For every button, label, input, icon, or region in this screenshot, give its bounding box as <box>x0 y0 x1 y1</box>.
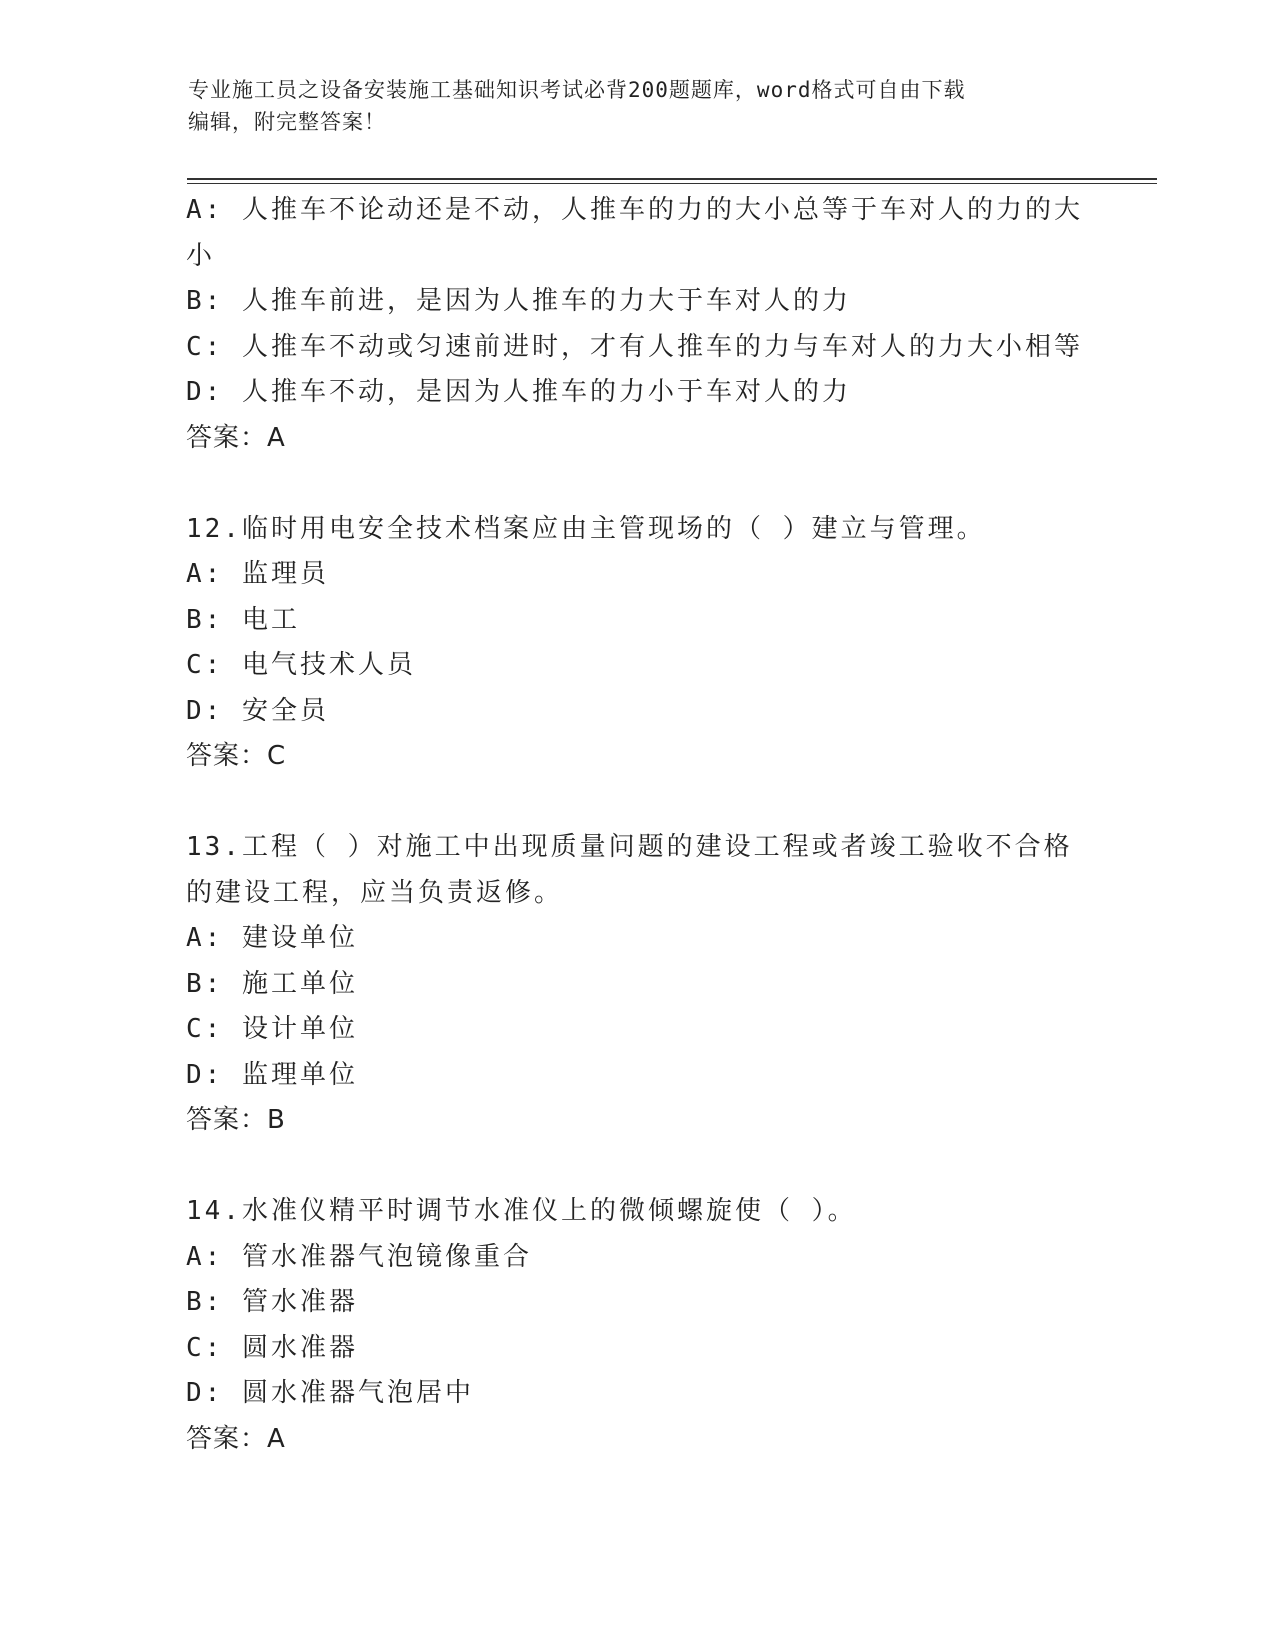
q13-option-c: C: 设计单位 <box>186 1014 358 1044</box>
header-rule-thick <box>187 178 1157 180</box>
question-13-block <box>186 825 1086 1144</box>
q12-question: 12.临时用电安全技术档案应由主管现场的（ ）建立与管理。 <box>186 513 986 544</box>
q14-option-a: A: 管水准器气泡镜像重合 <box>186 1241 532 1272</box>
q14-option-d: D: 圆水准器气泡居中 <box>186 1378 474 1408</box>
question-12-block <box>186 507 1086 780</box>
question-14-block <box>186 1189 1086 1462</box>
q11-option-a-line1: A: 人推车不论动还是不动，人推车的力的大小总等于车对人的力的大 <box>186 195 1083 225</box>
q13-question-line2: 的建设工程，应当负责返修。 <box>186 877 564 908</box>
q13-option-b: B: 施工单位 <box>186 968 358 999</box>
header-title-line2: 编辑，附完整答案！ <box>188 110 386 134</box>
q13-option-a: A: 建设单位 <box>186 923 358 953</box>
q13-question-line1: 13.工程（ ）对施工中出现质量问题的建设工程或者竣工验收不合格 <box>186 832 1073 862</box>
q12-option-b: B: 电工 <box>186 604 300 635</box>
q14-option-c: C: 圆水准器 <box>186 1332 358 1363</box>
header-title-line1: 专业施工员之设备安装施工基础知识考试必背200题题库，word格式可自由下载 <box>188 78 966 102</box>
q14-option-b: B: 管水准器 <box>186 1287 358 1317</box>
document-header <box>188 74 1088 138</box>
q11-option-c: C: 人推车不动或匀速前进时，才有人推车的力与车对人的力大小相等 <box>186 331 1083 362</box>
spacer <box>186 780 1086 826</box>
q11-option-a-line2: 小 <box>186 240 216 271</box>
q12-option-c: C: 电气技术人员 <box>186 650 416 680</box>
q13-option-d: D: 监理单位 <box>186 1059 358 1090</box>
q11-answer: 答案：A <box>186 422 286 453</box>
spacer <box>186 461 1086 507</box>
q12-answer: 答案：C <box>186 741 287 771</box>
q12-option-d: D: 安全员 <box>186 695 329 726</box>
q11-option-d: D: 人推车不动，是因为人推车的力小于车对人的力 <box>186 377 851 407</box>
spacer <box>186 1144 1086 1190</box>
question-11-block <box>186 188 1086 461</box>
q12-option-a: A: 监理员 <box>186 559 329 589</box>
q13-answer: 答案：B <box>186 1105 286 1135</box>
q14-question: 14.水准仪精平时调节水准仪上的微倾螺旋使（ ）。 <box>186 1196 857 1226</box>
question-list <box>186 188 1086 1462</box>
q11-option-b: B: 人推车前进，是因为人推车的力大于车对人的力 <box>186 286 851 316</box>
header-rule-thin <box>187 183 1157 184</box>
q14-answer: 答案：A <box>186 1423 286 1454</box>
